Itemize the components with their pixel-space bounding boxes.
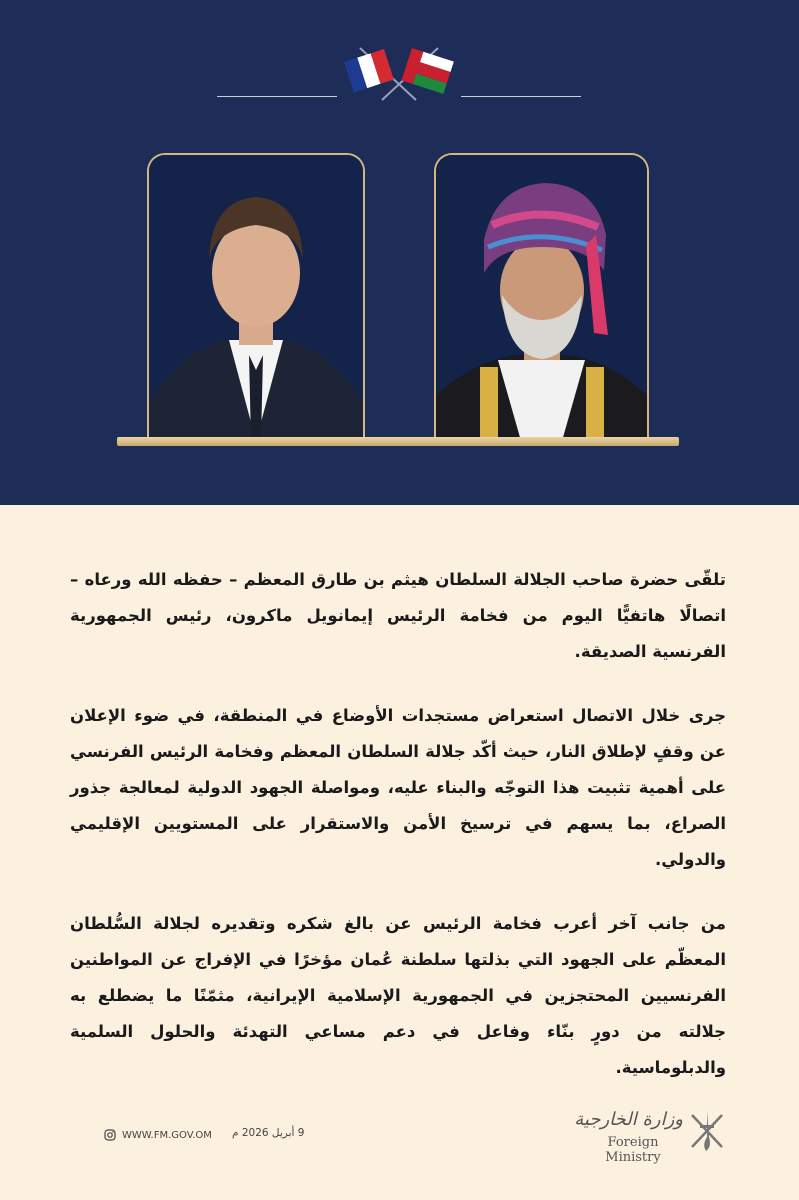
oman-emblem-icon bbox=[686, 1107, 728, 1155]
footer bbox=[0, 1095, 799, 1200]
oman-flag-icon bbox=[401, 48, 453, 94]
france-flag-icon bbox=[344, 49, 394, 92]
crossed-flags-icon bbox=[338, 40, 460, 110]
paragraph-2: جرى خلال الاتصال استعراض مستجدات الأوضاع في المنطقة، في ضوء الإعلان عن وقفٍ لإطلاق النار، حيث أكّد جلالة السلطان المعظم وفخامة الرئيس الفرنسي على أهمية تثبيت هذا التوجّه والبناء عليه، ومواصلة الجهود الدولية لمعالجة جذور الصراع، بما يسهم في ترسيخ الأمن والاستقرار على المستويين الإقليمي والدولي. bbox=[70, 706, 726, 869]
header-banner bbox=[0, 0, 799, 505]
website-link[interactable] bbox=[104, 1129, 212, 1141]
paragraph-3: من جانب آخر أعرب فخامة الرئيس عن بالغ شكره وتقديره لجلالة السُّلطان المعظّم على الجهود التي بذلتها سلطنة عُمان مؤخرًا في الإفراج عن المواطنين الفرنسيين المحتجزين في الجمهورية الإسلامية الإيرانية، مثمّنًا ما يضطلع به جلالته من دورٍ بنّاء وفاعل في دعم مساعي التهدئة والحلول السلمية والدبلوماسية. bbox=[70, 914, 726, 1077]
portrait-stand bbox=[117, 437, 679, 446]
statement-text bbox=[70, 562, 726, 1114]
publish-date: 9 أبريل 2026 م bbox=[232, 1127, 305, 1139]
portrait-sultan bbox=[434, 153, 649, 441]
divider-right bbox=[461, 96, 581, 97]
ministry-name-arabic: وزارة الخارجية bbox=[574, 1109, 683, 1130]
website-text: WWW.FM.GOV.OM bbox=[122, 1129, 212, 1141]
instagram-icon bbox=[104, 1129, 116, 1141]
portrait-president bbox=[147, 153, 365, 441]
paragraph-1: تلقّى حضرة صاحب الجلالة السلطان هيثم بن طارق المعظم – حفظه الله ورعاه – اتصالًا هاتفيًّا اليوم من فخامة الرئيس إيمانويل ماكرون، رئيس الجمهورية الفرنسية الصديقة. bbox=[70, 570, 726, 661]
ministry-name-english: Foreign Ministry bbox=[605, 1135, 661, 1165]
divider-left bbox=[217, 96, 337, 97]
